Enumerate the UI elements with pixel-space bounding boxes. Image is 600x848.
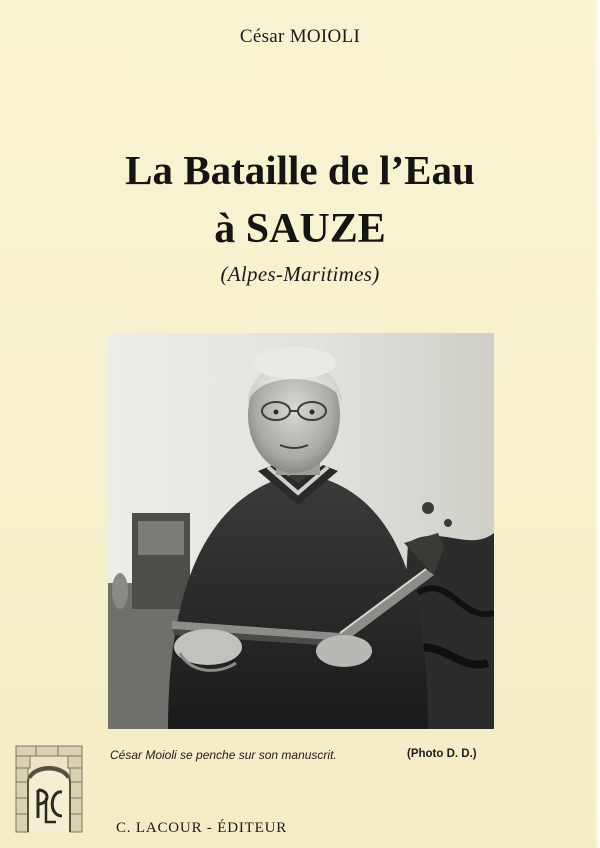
photo-credit: (Photo D. D.)	[407, 748, 477, 760]
author-name: César MOIOLI	[239, 26, 361, 47]
book-subtitle: (Alpes-Maritimes)	[220, 262, 380, 286]
publisher-name: C. LACOUR - ÉDITEUR	[116, 820, 288, 836]
photo-caption: César Moioli se penche sur son manuscrit.	[110, 748, 337, 762]
book-title-line-1: La Bataille de l’Eau	[125, 147, 475, 193]
book-title-line-2: à SAUZE	[214, 206, 386, 252]
stone-archway-logo-icon	[10, 738, 90, 838]
portrait-illustration	[108, 333, 494, 729]
page-edge	[594, 0, 600, 848]
author-portrait-photo	[108, 333, 494, 729]
